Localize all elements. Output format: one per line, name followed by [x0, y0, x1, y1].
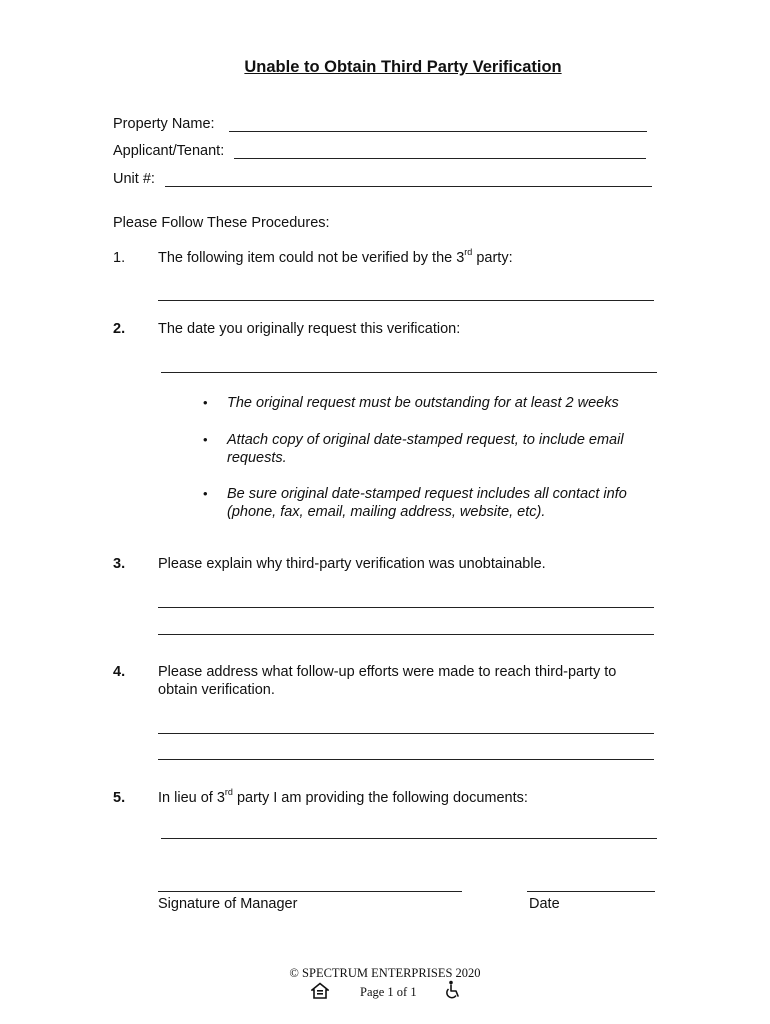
property-name-label: Property Name:	[113, 116, 215, 132]
item-4-answer-line-1[interactable]	[158, 733, 654, 734]
date-label: Date	[529, 896, 560, 912]
item-2-answer-line[interactable]	[161, 372, 657, 373]
item-1-answer-line[interactable]	[158, 300, 654, 301]
item-5-answer-line[interactable]	[161, 838, 657, 839]
bullet-1-text: The original request must be outstanding for at least 2 weeks	[227, 395, 619, 411]
item-5-text: In lieu of 3rd party I am providing the following documents:	[158, 787, 528, 806]
procedures-heading: Please Follow These Procedures:	[113, 215, 330, 231]
item-4-answer-line-2[interactable]	[158, 759, 654, 760]
item-3-answer-line-1[interactable]	[158, 607, 654, 608]
bullet-2-text: Attach copy of original date-stamped request, to include email requests.	[227, 432, 624, 466]
item-2-text: The date you originally request this verification:	[158, 321, 461, 337]
manager-signature-line[interactable]	[158, 891, 462, 892]
document-title: Unable to Obtain Third Party Verification	[244, 58, 562, 76]
bullet-icon: •	[203, 395, 208, 410]
item-4-number: 4.	[113, 664, 126, 680]
bullet-icon: •	[203, 486, 208, 501]
bullet-3-text: Be sure original date-stamped request includes all contact info (phone, fax, email, mailing address, website, etc).	[227, 486, 627, 520]
unit-label: Unit #:	[113, 171, 155, 187]
bullet-icon: •	[203, 432, 208, 447]
item-4-text-line-1: Please address what follow-up efforts were made to reach third-party to	[158, 664, 617, 680]
applicant-tenant-line[interactable]	[234, 158, 646, 159]
equal-housing-icon	[311, 982, 329, 1000]
unit-line[interactable]	[165, 186, 652, 187]
item-1-text: The following item could not be verified by the 3rd party:	[158, 247, 513, 266]
manager-signature-label: Signature of Manager	[158, 896, 298, 912]
item-1-number: 1.	[113, 250, 126, 266]
page-number: Page 1 of 1	[360, 985, 417, 999]
item-3-answer-line-2[interactable]	[158, 634, 654, 635]
copyright-text: © SPECTRUM ENTERPRISES 2020	[289, 966, 481, 980]
item-3-text: Please explain why third-party verification was unobtainable.	[158, 556, 546, 572]
property-name-line[interactable]	[229, 131, 647, 132]
item-2-number: 2.	[113, 321, 126, 337]
item-4-text-line-2: obtain verification.	[158, 682, 275, 698]
item-3-number: 3.	[113, 556, 126, 572]
item-5-number: 5.	[113, 790, 126, 806]
applicant-tenant-label: Applicant/Tenant:	[113, 143, 225, 159]
date-line[interactable]	[527, 891, 655, 892]
accessibility-icon	[444, 980, 462, 1000]
